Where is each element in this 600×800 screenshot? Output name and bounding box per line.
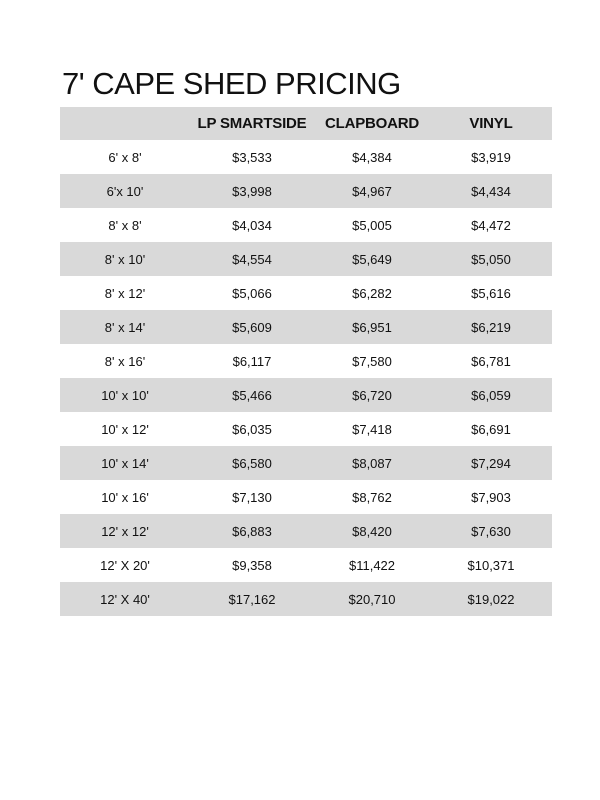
pricing-table	[60, 107, 552, 616]
clapboard-price: $5,649	[352, 251, 392, 267]
table-row	[60, 344, 552, 378]
vinyl-price: $3,919	[471, 149, 511, 165]
clapboard-price: $5,005	[352, 217, 392, 233]
size-cell: 12' x 12'	[101, 523, 149, 539]
table-row	[60, 480, 552, 514]
lp-smartside-price: $5,609	[232, 319, 272, 335]
table-row	[60, 446, 552, 480]
vinyl-price: $6,781	[471, 353, 511, 369]
size-cell: 8' x 14'	[104, 319, 146, 335]
lp-smartside-price: $4,034	[232, 217, 272, 233]
clapboard-price: $11,422	[348, 557, 396, 573]
table-row	[60, 174, 552, 208]
size-cell: 8' x 10'	[104, 251, 146, 267]
lp-smartside-price: $6,580	[232, 455, 272, 471]
lp-smartside-price: $3,533	[232, 149, 272, 165]
clapboard-price: $8,420	[352, 523, 392, 539]
clapboard-price: $4,384	[352, 149, 392, 165]
page-title: 7' CAPE SHED PRICING	[62, 66, 401, 101]
vinyl-price: $10,371	[467, 557, 515, 573]
lp-smartside-price: $3,998	[232, 183, 272, 199]
lp-smartside-price: $5,066	[232, 285, 272, 301]
vinyl-price: $6,691	[471, 421, 511, 437]
size-cell: 10' x 12'	[101, 421, 149, 437]
lp-smartside-price: $6,883	[232, 523, 272, 539]
size-cell: 8' x 12'	[104, 285, 146, 301]
lp-smartside-price: $7,130	[232, 489, 272, 505]
table-row	[60, 582, 552, 616]
table-row	[60, 242, 552, 276]
lp-smartside-price: $6,117	[232, 353, 272, 369]
clapboard-price: $8,762	[352, 489, 392, 505]
size-cell: 10' x 16'	[101, 489, 149, 505]
header-size	[60, 107, 190, 140]
vinyl-price: $7,630	[471, 523, 511, 539]
clapboard-price: $8,087	[352, 455, 392, 471]
lp-smartside-price: $4,554	[232, 251, 272, 267]
vinyl-price: $4,472	[471, 217, 511, 233]
table-header-row	[60, 107, 552, 140]
clapboard-price: $6,951	[352, 319, 392, 335]
header-lp-smartside: LP SMARTSIDE	[197, 115, 307, 132]
size-cell: 8' x 8'	[108, 217, 142, 233]
size-cell: 6' x 8'	[108, 149, 142, 165]
table-row	[60, 412, 552, 446]
vinyl-price: $5,616	[471, 285, 511, 301]
table-row	[60, 140, 552, 174]
table-row	[60, 378, 552, 412]
lp-smartside-price: $5,466	[232, 387, 272, 403]
table-row	[60, 514, 552, 548]
header-vinyl: VINYL	[469, 115, 513, 132]
vinyl-price: $4,434	[471, 183, 511, 199]
clapboard-price: $7,418	[352, 421, 392, 437]
size-cell: 8' x 16'	[104, 353, 146, 369]
vinyl-price: $7,903	[471, 489, 511, 505]
vinyl-price: $6,219	[471, 319, 511, 335]
size-cell: 10' x 10'	[101, 387, 149, 403]
clapboard-price: $4,967	[352, 183, 392, 199]
vinyl-price: $5,050	[471, 251, 511, 267]
vinyl-price: $7,294	[471, 455, 511, 471]
table-row	[60, 276, 552, 310]
lp-smartside-price: $6,035	[232, 421, 272, 437]
vinyl-price: $6,059	[471, 387, 511, 403]
header-clapboard: CLAPBOARD	[324, 115, 420, 132]
lp-smartside-price: $17,162	[228, 591, 276, 607]
size-cell: 12' X 20'	[100, 557, 150, 573]
table-row	[60, 208, 552, 242]
size-cell: 12' X 40'	[100, 591, 150, 607]
table-row	[60, 310, 552, 344]
clapboard-price: $6,720	[352, 387, 392, 403]
vinyl-price: $19,022	[467, 591, 515, 607]
table-row	[60, 548, 552, 582]
clapboard-price: $20,710	[348, 591, 396, 607]
clapboard-price: $7,580	[352, 353, 392, 369]
size-cell: 6'x 10'	[106, 183, 144, 199]
lp-smartside-price: $9,358	[232, 557, 272, 573]
clapboard-price: $6,282	[352, 285, 392, 301]
size-cell: 10' x 14'	[101, 455, 149, 471]
